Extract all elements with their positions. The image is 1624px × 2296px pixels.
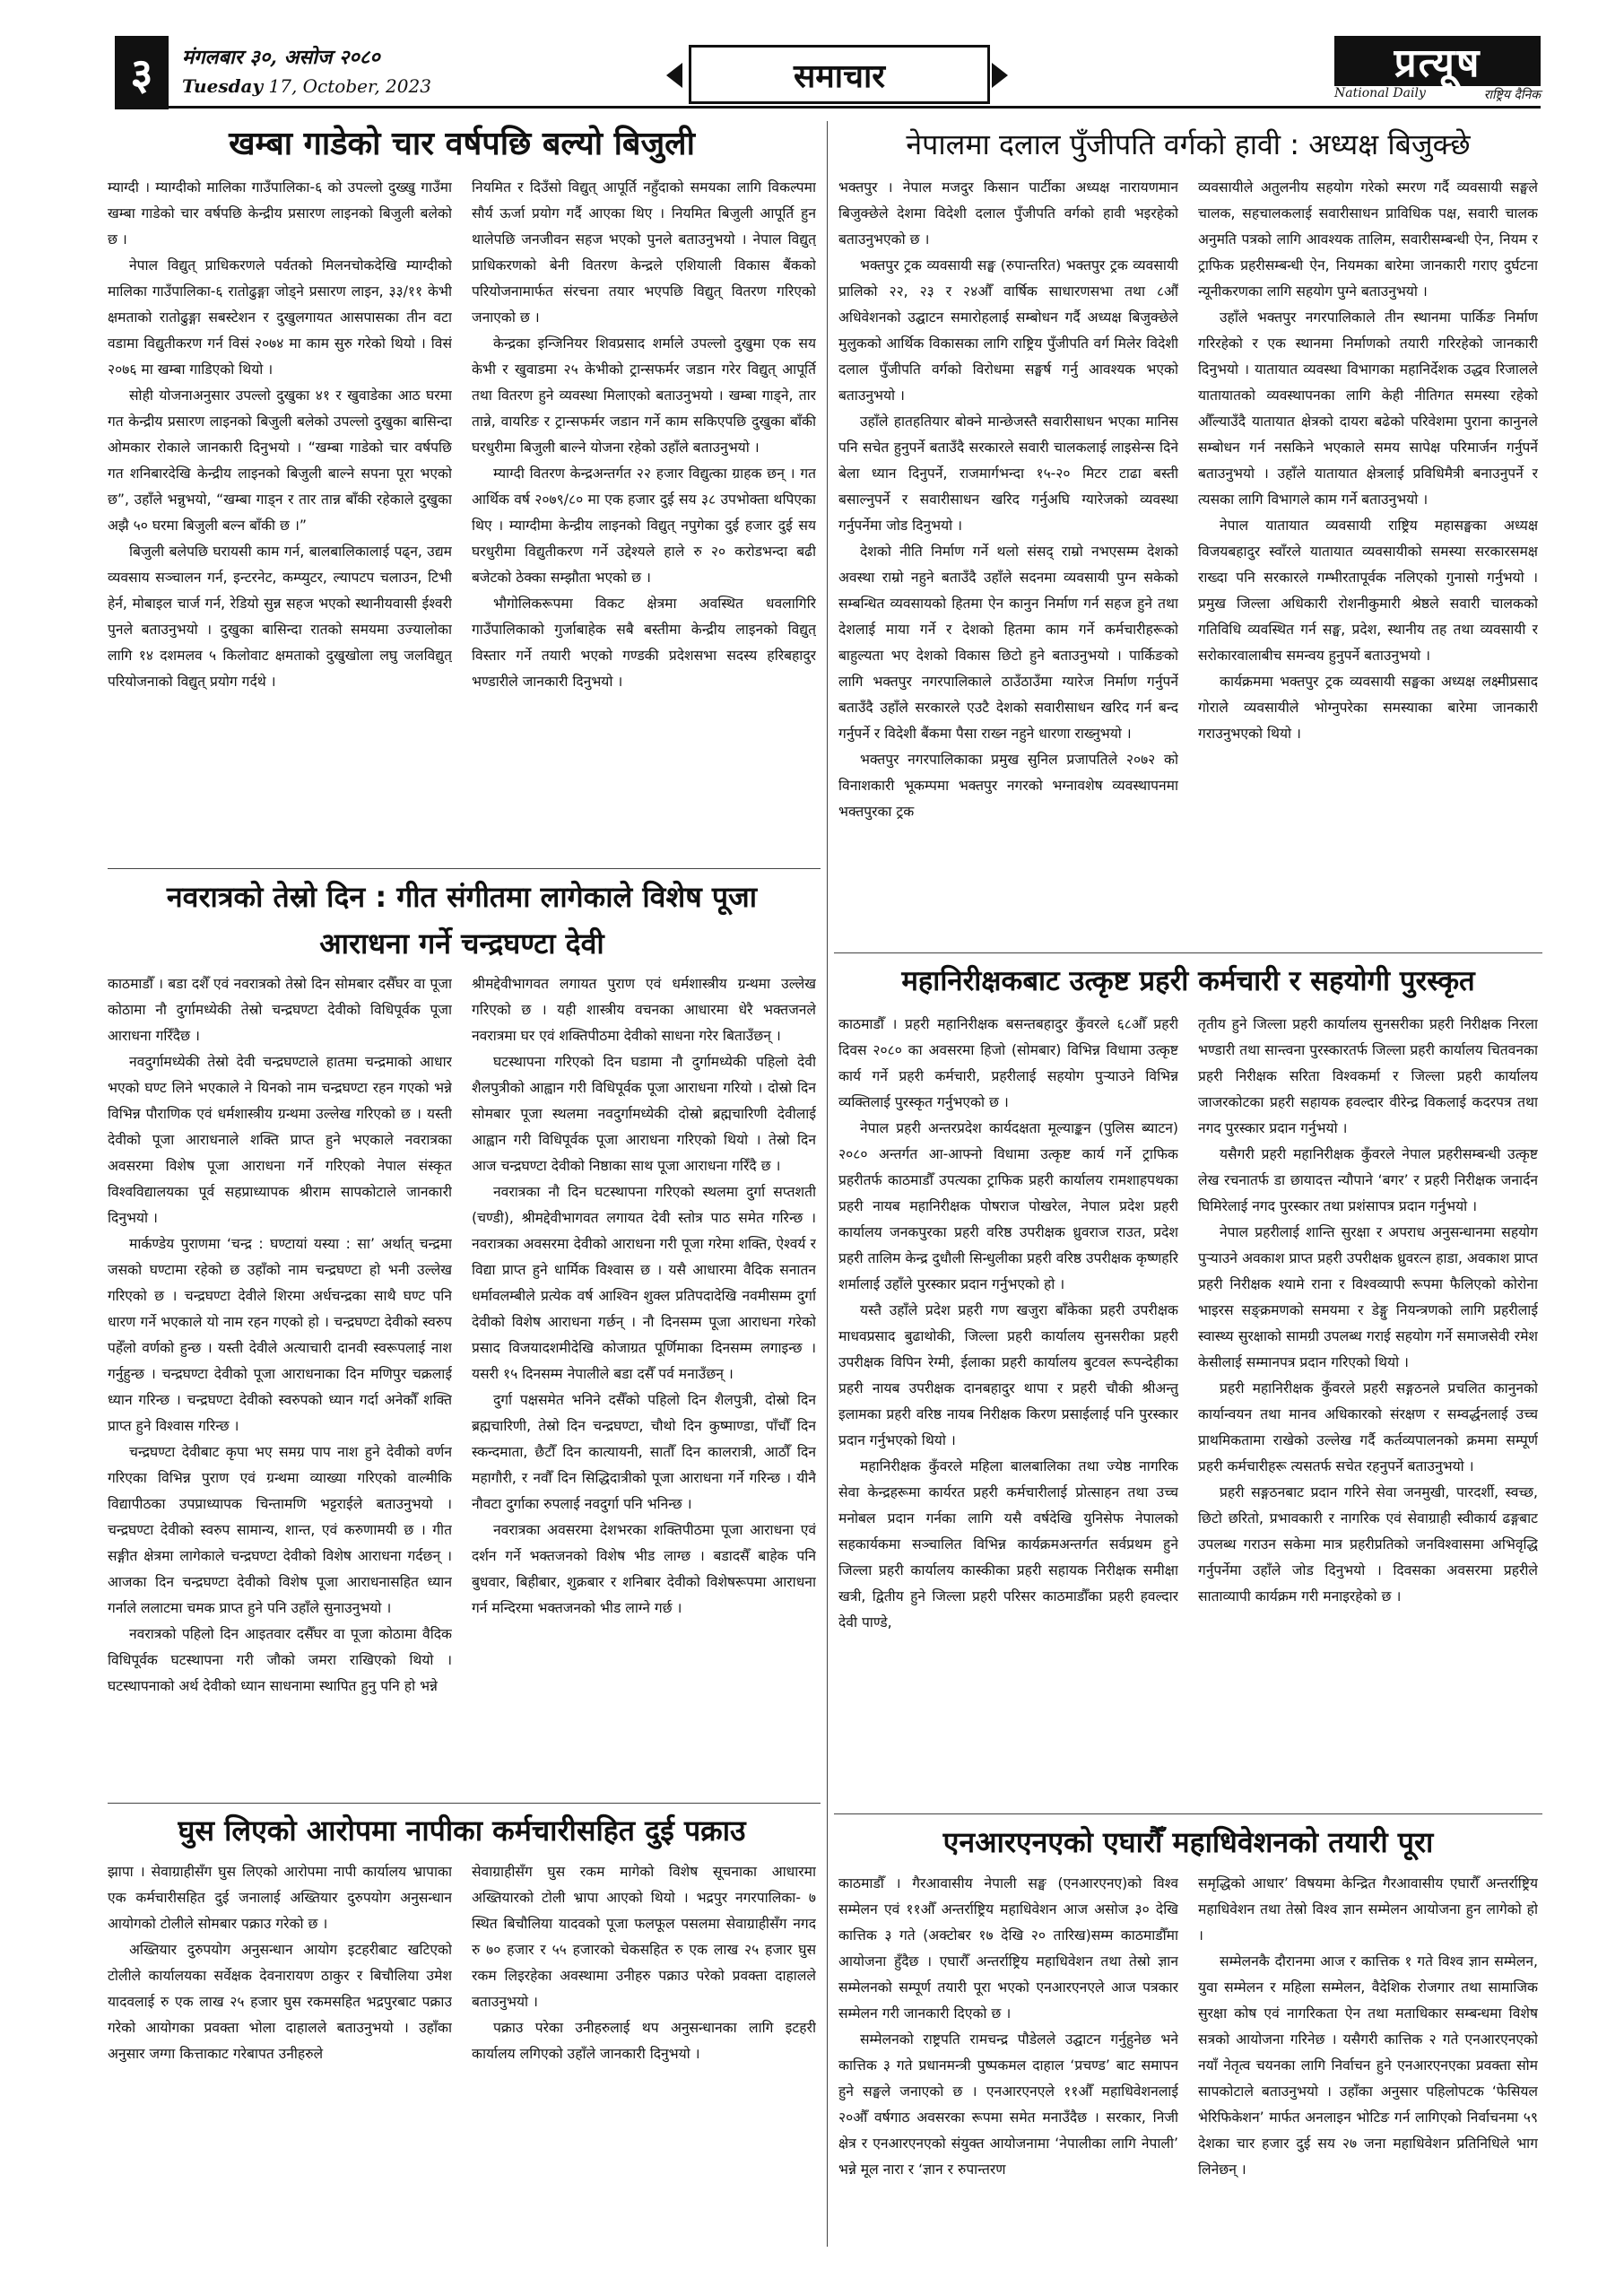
paragraph: व्यवसायीले अतुलनीय सहयोग गरेको स्मरण गर्दै व्यवसायी सङ्घले चालक, सहचालकलाई सवारीसाधन प्राविधिक पक्ष, सवारी चालक अनुमति पत्रको लागि आवश्यक तालिम, सवारीसम्बन्धी ऐन, नियम र ट्राफिक प्रहरीसम्बन्धी ऐन, नियमका बारेमा जानकारी गराए दुर्घटना न्यूनीकरणका लागि सहयोग पुग्ने बताउनुभयो । — [1198, 179, 1538, 300]
article-column — [472, 971, 816, 1776]
paragraph: नवरात्रका नौ दिन घटस्थापना गरिएको स्थलमा दुर्गा सप्तशती (चण्डी), श्रीमद्देवीभागवत लगायत देवी स्तोत्र पाठ समेत गरिन्छ । नवरात्रका अवसरमा देवीको आराधना गरी पूजा गरेमा शक्ति, ऐश्वर्य र विद्या प्राप्त हुने धार्मिक विश्वास छ । यसै आधारमा वैदिक सनातन धर्मावलम्बीले प्रत्येक वर्ष आश्विन शुक्ल प्रतिपदादेखि नवमीसम्म दुर्गा देवीको विशेष आराधना गर्छन् । नौ दिनसम्म पूजा आराधना गरेको प्रसाद विजयादशमीदेखि कोजाग्रत पूर्णिमाका दिनसम्म लगाइन्छ । यसरी १५ दिनसम्म नेपालीले बडा दसैँ पर्व मनाउँछन् । — [472, 1184, 816, 1382]
paragraph: सोही योजनाअनुसार उपल्लो दुखुका ४१ र खुवाडेका आठ घरमा गत केन्द्रीय प्रसारण लाइनको बिजुली बलेको उपल्लो दुखुका बासिन्दा ओमकार रोकाले जानकारी दिनुभयो । “खम्बा गाडेको चार वर्षपछि गत शनिबारदेखि केन्द्रीय लाइनको बिजुली बाल्ने सपना पूरा भएको छ”, उहाँले भन्नुभयो, “खम्बा गाड्न र तार तान्न बाँकी रहेकाले दुखुका अझै ५० घरमा बिजुली बल्न बाँकी छ ।” — [108, 387, 452, 534]
arrow-left-icon — [666, 63, 682, 88]
page-header — [115, 36, 1541, 109]
article-column — [472, 175, 816, 857]
paragraph: नेपाल प्रहरीलाई शान्ति सुरक्षा र अपराध अनुसन्धानमा सहयोग पुऱ्याउने अवकाश प्राप्त प्रहरी उपरीक्षक ध्रुवरत्न हाडा, अवकाश प्राप्त प्रहरी निरीक्षक श्यामे राना र विश्वव्यापी रूपमा फैलिएको कोरोना भाइरस सङ्क्रमणको समयमा र डेङ्गु नियन्त्रणको लागि प्रहरीलाई स्वास्थ्य सुरक्षाको सामग्री उपलब्ध गराई सहयोग गर्ने समाजसेवी रमेश केसीलाई सम्मानपत्र प्रदान गरिएको थियो । — [1198, 1224, 1538, 1370]
paragraph: यस्तै उहाँले प्रदेश प्रहरी गण खजुरा बाँकेका प्रहरी उपरीक्षक माधवप्रसाद बुढाथोकी, जिल्ला प्रहरी कार्यालय सुनसरीका प्रहरी उपरीक्षक विपिन रेग्मी, ईलाका प्रहरी कार्यालय बुटवल रूपन्देहीका प्रहरी नायब उपरीक्षक दानबहादुर थापा र प्रहरी चौकी श्रीअन्तु इलामका प्रहरी वरिष्ठ नायब निरीक्षक किरण प्रसाईलाई पनि पुरस्कार प्रदान गर्नुभएको थियो । — [838, 1302, 1178, 1448]
arrow-right-icon — [992, 63, 1008, 88]
article-column — [108, 175, 452, 857]
article-headline: खम्बा गाडेको चार वर्षपछि बल्यो बिजुली — [229, 126, 695, 162]
paragraph: म्याग्दी । म्याग्दीको मालिका गाउँपालिका-६ को उपल्लो दुख्खु गाउँमा खम्बा गाडेको चार वर्षपछि केन्द्रीय प्रसारण लाइनको बिजुली बलेको छ । — [108, 179, 452, 248]
paragraph: झापा । सेवाग्राहीसँग घुस लिएको आरोपमा नापी कार्यालय भ्रापाका एक कर्मचारीसहित दुई जनालाई अख्तियार दुरुपयोग अनुसन्धान आयोगको टोलीले सोमबार पक्राउ गरेको छ । — [108, 1864, 452, 1932]
paragraph: काठमाडौँ । प्रहरी महानिरीक्षक बसन्तबहादुर कुँवरले ६८औँ प्रहरी दिवस २०८० का अवसरमा हिजो (सोमबार) विभिन्न विधामा उत्कृष्ट कार्य गर्ने प्रहरी कर्मचारी, प्रहरीलाई सहयोग पुऱ्याउने विभिन्न व्यक्तिलाई पुरस्कृत गर्नुभएको छ । — [838, 1016, 1178, 1110]
paragraph: सेवाग्राहीसँग घुस रकम मागेको विशेष सूचनाका आधारमा अख्तियारको टोली भ्रापा आएको थियो । भद्रपुर नगरपालिका- ७ स्थित बिचौलिया यादवको पूजा फलफूल पसलमा सेवाग्राहीसँग नगद रु ७० हजार र ५५ हजारको चेकसहित रु एक लाख २५ हजार घुस रकम लिइरहेका अवस्थामा उनीहरु पक्राउ परेको प्रवक्ता दाहालले बताउनुभयो । — [472, 1864, 816, 2010]
article-column — [838, 1012, 1178, 1805]
paragraph: भक्तपुर । नेपाल मजदुर किसान पार्टीका अध्यक्ष नारायणमान बिजुक्छेले देशमा विदेशी दलाल पुँजीपति वर्गको हावी भइरहेको बताउनुभएको छ । — [838, 179, 1178, 248]
logo-tag-np: राष्ट्रिय दैनिक — [1483, 88, 1541, 102]
paragraph: उहाँले भक्तपुर नगरपालिकाले तीन स्थानमा पार्किङ निर्माण गरिरहेको र एक स्थानमा निर्माणको तयारी गरिरहेको जानकारी दिनुभयो । यातायात व्यवस्था विभागका महानिर्देशक उद्धव रिजालले यातायातको व्यवस्थापनका लागि केही नीतिगत समस्या रहेको औँल्याउँदै यातायात क्षेत्रको दायरा बढेको परिवेशमा पुराना कानुनले सम्बोधन गर्न नसकिने भएकाले समय सापेक्ष परिमार्जन गर्नुपर्ने बताउनुभयो । उहाँले यातायात क्षेत्रलाई प्रविधिमैत्री बनाउनुपर्ने र त्यसका लागि विभागले काम गर्ने बताउनुभयो । — [1198, 309, 1538, 508]
article-headline: नेपालमा दलाल पुँजीपति वर्गको हावी : अध्यक्ष बिजुक्छे — [906, 127, 1471, 161]
article-column — [1198, 175, 1538, 937]
section-title: समाचार — [689, 45, 990, 104]
article-navaratri — [108, 874, 816, 1780]
paragraph: पक्राउ परेका उनीहरुलाई थप अनुसन्धानका लागि इटहरी कार्यालय लगिएको उहाँले जानकारी दिनुभयो । — [472, 2020, 816, 2062]
paragraph: दुर्गा पक्षसमेत भनिने दसैँको पहिलो दिन शैलपुत्री, दोस्रो दिन ब्रह्मचारिणी, तेस्रो दिन चन्द्रघण्टा, चौथो दिन कुष्माण्डा, पाँचौँ दिन स्कन्दमाता, छैटौँ दिन कात्यायनी, सातौँ दिन कालरात्री, आठौँ दिन महागौरी, र नवौँ दिन सिद्धिदात्रीको पूजा आराधना गर्ने गरिन्छ । यीनै नौवटा दुर्गाका रुपलाई नवदुर्गा पनि भनिन्छ । — [472, 1392, 816, 1512]
article-nrna — [838, 1819, 1538, 2258]
paragraph: भौगोलिकरूपमा विकट क्षेत्रमा अवस्थित धवलागिरि गाउँपालिकाको गुर्जाबाहेक सबै बस्तीमा केन्द्रीय लाइनको विद्युत् विस्तार गर्ने तयारी भएको गण्डकी प्रदेशसभा सदस्य हरिबहादुर भण्डारीले जानकारी दिनुभयो । — [472, 596, 816, 690]
article-headline: नवरात्रको तेस्रो दिन : गीत संगीतमा लागेकाले विशेष पूजा — [166, 880, 758, 914]
article-electricity — [108, 121, 816, 861]
date-english — [182, 75, 431, 97]
article-headline: एनआरएनएको एघारौँ महाधिवेशनको तयारी पूरा — [942, 1825, 1434, 1859]
paragraph: नेपाल विद्युत् प्राधिकरणले पर्वतको मिलनचोकदेखि म्याग्दीको मालिका गाउँपालिका-६ रातोढुङ्गा जोड्ने प्रसारण लाइन, ३३/११ केभी क्षमताको रातोढुङ्गा सबस्टेशन र दुखुलगायत आसपासका तीन वटा वडामा विद्युतीकरण गर्न विसं २०७४ मा काम सुरु गरेको थियो । विसं २०७६ मा खम्बा गाडिएको थियो । — [108, 257, 452, 378]
article-bijukchhe — [838, 121, 1538, 942]
paragraph: नवरात्रका अवसरमा देशभरका शक्तिपीठमा पूजा आराधना एवं दर्शन गर्ने भक्तजनको विशेष भीड लाग्छ । बडादसैँ बाहेक पनि बुधवार, बिहीबार, शुक्रबार र शनिबार देवीको विशेषरूपमा आराधना गर्न मन्दिरमा भक्तजनको भीड लाग्ने गर्छ । — [472, 1522, 816, 1616]
paragraph: चन्द्रघण्टा देवीबाट कृपा भए समग्र पाप नाश हुने देवीको वर्णन गरिएका विभिन्न पुराण एवं ग्रन्थमा व्याख्या गरिएको वाल्मीकि विद्यापीठका उपप्राध्यापक चिन्तामणि भट्टराईले बताउनुभयो । चन्द्रघण्टा देवीको स्वरुप सामान्य, शान्त, एवं करुणामयी छ । गीत सङ्गीत क्षेत्रमा लागेकाले चन्द्रघण्टा देवीको विशेष आराधना गर्दछन् । आजका दिन चन्द्रघण्टा देवीको विशेष पूजा आराधनासहित ध्यान गर्नाले ललाटमा चमक प्राप्त हुने पनि उहाँले सुनाउनुभयो । — [108, 1444, 452, 1616]
article-column — [838, 1871, 1178, 2257]
section-divider — [834, 952, 1542, 953]
article-headline: घुस लिएको आरोपमा नापीका कर्मचारीसहित दुई पक्राउ — [178, 1813, 746, 1848]
paragraph: नवरात्रको पहिलो दिन आइतवार दसैँघर वा पूजा कोठामा वैदिक विधिपूर्वक घटस्थापना गरी जौको जमरा राखिएको थियो । घटस्थापनाको अर्थ देवीको ध्यान साधनामा स्थापित हुनु पनि हो भन्ने — [108, 1626, 452, 1694]
paragraph: श्रीमद्देवीभागवत लगायत पुराण एवं धर्मशास्त्रीय ग्रन्थमा उल्लेख गरिएको छ । यही शास्त्रीय वचनका आधारमा धेरै भक्तजनले नवरात्रमा घर एवं शक्तिपीठमा देवीको साधना गरेर बिताउँछन् । — [472, 976, 816, 1044]
paragraph: प्रहरी महानिरीक्षक कुँवरले प्रहरी सङ्गठनले प्रचलित कानुनको कार्यान्वयन तथा मानव अधिकारको संरक्षण र सम्वर्द्धनलाई उच्च प्राथमिकतामा राखेको उल्लेख गर्दै कर्तव्यपालनको क्रममा सम्पूर्ण प्रहरी कर्मचारीहरू त्यसतर्फ सचेत रहनुपर्ने बताउनुभयो । — [1198, 1380, 1538, 1474]
article-column — [472, 1859, 816, 2254]
paragraph: म्याग्दी वितरण केन्द्रअन्तर्गत २२ हजार विद्युत्का ग्राहक छन् । गत आर्थिक वर्ष २०७९/८० मा एक हजार दुई सय ३८ उपभोक्ता थपिएका थिए । म्याग्दीमा केन्द्रीय लाइनको विद्युत् नपुगेका दुई हजार दुई सय घरधुरीमा विद्युतीकरण गर्ने उद्देश्यले हाले रु २० करोडभन्दा बढी बजेटको ठेक्का सम्झौता भएको छ । — [472, 465, 816, 586]
paragraph: नेपाल प्रहरी अन्तरप्रदेश कार्यदक्षता मूल्याङ्कन (पुलिस ब्याटन) २०८० अन्तर्गत आ-आफ्नो विधामा उत्कृष्ट कार्य गर्ने ट्राफिक प्रहरीतर्फ काठमाडौँ उपत्यका ट्राफिक प्रहरी कार्यालय रामशाहपथका प्रहरी नायब महानिरीक्षक पोषराज पोखरेल, नेपाल प्रदेश प्रहरी कार्यालय जनकपुरका प्रहरी वरिष्ठ उपरीक्षक ध्रुवराज राउत, प्रदेश प्रहरी तालिम केन्द्र दुधौली सिन्धुलीका प्रहरी वरिष्ठ उपरीक्षक कृष्णहरि शर्मालाई उहाँले पुरस्कार प्रदान गर्नुभएको हो । — [838, 1120, 1178, 1292]
paragraph: महानिरीक्षक कुँवरले महिला बालबालिका तथा ज्येष्ठ नागरिक सेवा केन्द्रहरूमा कार्यरत प्रहरी कर्मचारीलाई प्रोत्साहन तथा उच्च मनोबल प्रदान गर्नका लागि यसै वर्षदेखि युनिसेफ नेपालको सहकार्यकमा सञ्चालित विभिन्न कार्यक्रमअन्तर्गत सर्वप्रथम हुने जिल्ला प्रहरी कार्यालय कास्कीका प्रहरी सहायक निरीक्षक समीक्षा खत्री, द्वितीय हुने जिल्ला प्रहरी परिसर काठमाडौँका प्रहरी हवल्दार देवी पाण्डे, — [838, 1458, 1178, 1631]
article-headline-line2: आराधना गर्ने चन्द्रघण्टा देवी — [319, 926, 604, 961]
paragraph: भक्तपुर ट्रक व्यवसायी सङ्घ (रुपान्तरित) भक्तपुर ट्रक व्यवसायी प्रालिको २२, २३ र २४औँ वार्षिक साधारणसभा तथा ८औँ अधिवेशनको उद्घाटन समारोहलाई सम्बोधन गर्दै अध्यक्ष बिजुक्छेले मुलुकको आर्थिक विकासका लागि राष्ट्रिय पुँजीपति वर्ग मिलेर विदेशी दलाल पुँजीपति वर्गको विरोधमा सङ्घर्ष गर्नु आवश्यक भएको बताउनुभयो । — [838, 257, 1178, 404]
article-column — [838, 175, 1178, 937]
article-police-awards — [838, 958, 1538, 1810]
article-column — [1198, 1871, 1538, 2257]
column-divider — [827, 121, 828, 2247]
section-divider — [108, 868, 821, 869]
date-text: 17, October, 2023 — [268, 75, 431, 97]
section-divider — [108, 1803, 821, 1804]
logo-text: प्रत्यूष — [1334, 36, 1541, 86]
paragraph: प्रहरी सङ्गठनबाट प्रदान गरिने सेवा जनमुखी, पारदर्शी, स्वच्छ, छिटो छरितो, प्रभावकारी र नागरिक एवं सेवाग्राही स्वीकार्य ढङ्गबाट उपलब्ध गराउन सकेमा मात्र प्रहरीप्रतिको जनविश्वासमा अभिवृद्धि गर्नुपर्नेमा उहाँले जोड दिनुभयो । दिवसका अवसरमा प्रहरीले साताव्यापी कार्यक्रम गरी मनाइरहेको छ । — [1198, 1484, 1538, 1605]
paragraph: काठमाडौँ । गैरआवासीय नेपाली सङ्घ (एनआरएनए)को विश्व सम्मेलन एवं ११औँ अन्तर्राष्ट्रिय महाधिवेशन आज असोज ३० देखि कात्तिक ३ गते (अक्टोबर १७ देखि २० तारिख)सम्म काठमाडौँमा आयोजना हुँदैछ । एघारौँ अन्तर्राष्ट्रिय महाधिवेशन तथा तेस्रो ज्ञान सम्मेलनको सम्पूर्ण तयारी पूरा भएको एनआरएनएले आज पत्रकार सम्मेलन गरी जानकारी दिएको छ । — [838, 1875, 1178, 2022]
page-number: ३ — [115, 36, 169, 109]
paragraph: यसैगरी प्रहरी महानिरीक्षक कुँवरले नेपाल प्रहरीसम्बन्धी उत्कृष्ट लेख रचनातर्फ डा छायादत्त न्यौपाने ‘बगर’ र प्रहरी निरीक्षक जनार्दन घिमिरेलाई नगद पुरस्कार तथा प्रशंसापत्र प्रदान गर्नुभयो । — [1198, 1146, 1538, 1214]
paragraph: भक्तपुर नगरपालिकाका प्रमुख सुनिल प्रजापतिले २०७२ को विनाशकारी भूकम्पमा भक्तपुर नगरको भग्नावशेष व्यवस्थापनमा भक्तपुरका ट्रक — [838, 752, 1178, 820]
paragraph: मार्कण्डेय पुराणमा ‘चन्द्र : घण्टायां यस्या : सा’ अर्थात् चन्द्रमा जसको घण्टामा रहेको छ उहाँको नाम चन्द्रघण्टा हो भनी उल्लेख गरिएको छ । चन्द्रघण्टा देवीले शिरमा अर्धचन्द्रका साथै घण्ट पनि धारण गर्ने भएकाले यो नाम रहन गएको हो । चन्द्रघण्टा देवीको स्वरुप पहेँलो वर्णको हुन्छ । यस्ती देवीले अत्याचारी दानवी स्वरूपलाई नाश गर्नुहुन्छ । चन्द्रघण्टा देवीको पूजा आराधनाका दिन मणिपुर चक्रलाई ध्यान गरिन्छ । चन्द्रघण्टा देवीको स्वरुपको ध्यान गर्दा अनेकौँ शक्ति प्राप्त हुने विश्वास गरिन्छ । — [108, 1236, 452, 1434]
paragraph: समृद्धिको आधार’ विषयमा केन्द्रित गैरआवासीय एघारौँ अन्तर्राष्ट्रिय महाधिवेशन तथा तेस्रो विश्व ज्ञान सम्मेलन आयोजना हुन लागेको हो । — [1198, 1875, 1538, 1944]
logo-tag-en: National Daily — [1334, 86, 1426, 100]
paragraph: नियमित र दिउँसो विद्युत् आपूर्ति नहुँदाको समयका लागि विकल्पमा सौर्य ऊर्जा प्रयोग गर्दै आएका थिए । नियमित बिजुली आपूर्ति हुन थालेपछि जनजीवन सहज भएको पुनले बताउनुभयो । नेपाल विद्युत् प्राधिकरणको बेनी वितरण केन्द्रले एशियाली विकास बैंकको परियोजनामार्फत संरचना तयार भएपछि विद्युत् वितरण गरिएको जनाएको छ । — [472, 179, 816, 326]
article-headline: महानिरीक्षकबाट उत्कृष्ट प्रहरी कर्मचारी र सहयोगी पुरस्कृत — [901, 965, 1475, 997]
paragraph: उहाँले हातहतियार बोक्ने मान्छेजस्तै सवारीसाधन भएका मानिस पनि सचेत हुनुपर्ने बताउँदै सरकारले सवारी चालकलाई लाइसेन्स दिने बेला ध्यान दिनुपर्ने, राजमार्गभन्दा १५-२० मिटर टाढा बस्ती बसाल्नुपर्ने र सवारीसाधन खरिद गर्नुअघि ग्यारेजको व्यवस्था गर्नुपर्नेमा जोड दिनुभयो । — [838, 413, 1178, 534]
paragraph: नेपाल यातायात व्यवसायी राष्ट्रिय महासङ्घका अध्यक्ष विजयबहादुर स्वाँरले यातायात व्यवसायीको समस्या सरकारसमक्ष राख्दा पनि सरकारले गम्भीरतापूर्वक नलिएको गुनासो गर्नुभयो । प्रमुख जिल्ला अधिकारी रोशनीकुमारी श्रेष्ठले सवारी चालकको गतिविधि व्यवस्थित गर्न सङ्घ, प्रदेश, स्थानीय तह तथा व्यवसायी र सरोकारवालाबीच समन्वय हुनुपर्ने बताउनुभयो । — [1198, 517, 1538, 664]
article-bribery-arrest — [108, 1807, 816, 2256]
paragraph: सम्मेलनकै दौरानमा आज र कात्तिक १ गते विश्व ज्ञान सम्मेलन, युवा सम्मेलन र महिला सम्मेलन, वैदेशिक रोजगार तथा सामाजिक सुरक्षा कोष एवं नागरिकता ऐन तथा मताधिकार सम्बन्धमा विशेष सत्रको आयोजना गरिनेछ । यसैगरी कात्तिक २ गते एनआरएनएको नयाँ नेतृत्व चयनका लागि निर्वाचन हुने एनआरएनएका प्रवक्ता सोम सापकोटाले बताउनुभयो । उहाँका अनुसार पहिलोपटक ‘फेसियल भेरिफिकेशन’ मार्फत अनलाइन भोटिङ गर्न लागिएको निर्वाचनमा ५९ देशका चार हजार दुई सय २७ जना महाधिवेशन प्रतिनिधिले भाग लिनेछन् । — [1198, 1953, 1538, 2178]
paragraph: केन्द्रका इन्जिनियर शिवप्रसाद शर्माले उपल्लो दुखुमा एक सय केभी र खुवाडमा २५ केभीको ट्रान्सफर्मर जडान गरेर विद्युत् आपूर्ति तथा वितरण हुने व्यवस्था मिलाएको बताउनुभयो । खम्बा गाड्ने, तार तान्ने, वायरिङ र ट्रान्सफर्मर जडान गर्ने काम सकिएपछि दुखुका बाँकी घरधुरीमा बिजुली बाल्ने योजना रहेको उहाँले बताउनुभयो । — [472, 335, 816, 456]
article-column — [1198, 1012, 1538, 1805]
paragraph: कार्यक्रममा भक्तपुर ट्रक व्यवसायी सङ्घका अध्यक्ष लक्ष्मीप्रसाद गोरालेे व्यवसायीले भोग्नुपरेका समस्याका बारेमा जानकारी गराउनुभएको थियो । — [1198, 674, 1538, 742]
header-rule — [115, 106, 1541, 109]
paragraph: देशको नीति निर्माण गर्ने थलो संसद् राम्रो नभएसम्म देशको अवस्था राम्रो नहुने बताउँदै उहाँले सदनमा व्यवसायी पुग्न सकेको सम्बन्धित व्यवसायको हितमा ऐन कानुन निर्माण गर्न सहज हुने तथा देशलाई माया गर्ने र देशको हितमा काम गर्ने कर्मचारीहरूको बाहुल्यता भए देशको विकास छिटो हुने बताउनुभयो । पार्किङको लागि भक्तपुर नगरपालिकाले ठाउँठाउँमा ग्यारेज निर्माण गर्नुपर्ने बताउँदै उहाँले सरकारले एउटै देशको सवारीसाधन खरिद गर्न बन्द गर्नुपर्ने र विदेशी बैंकमा पैसा राख्न नहुने धारणा राख्नुभयो । — [838, 544, 1178, 742]
article-column — [108, 1859, 452, 2254]
paragraph: तृतीय हुने जिल्ला प्रहरी कार्यालय सुनसरीका प्रहरी निरीक्षक निरला भण्डारी तथा सान्त्वना पुरस्कारतर्फ जिल्ला प्रहरी कार्यालय चितवनका प्रहरी निरीक्षक सरिता विश्वकर्मा र जिल्ला प्रहरी कार्यालय जाजरकोटका प्रहरी सहायक हवल्दार वीरेन्द्र विकलाई कदरपत्र तथा नगद पुरस्कार प्रदान गर्नुभयो । — [1198, 1016, 1538, 1136]
section-divider — [834, 1813, 1542, 1814]
paragraph: काठमाडौँ । बडा दशैँ एवं नवरात्रको तेस्रो दिन सोमबार दसैँघर वा पूजा कोठामा नौ दुर्गामध्येकी तेस्रो चन्द्रघण्टा देवीको विधिपूर्वक पूजा आराधना गरिँदैछ । — [108, 976, 452, 1044]
newspaper-logo — [1334, 36, 1541, 104]
logo-tagline — [1334, 86, 1541, 104]
article-column — [108, 971, 452, 1776]
paragraph: नवदुर्गामध्येकी तेस्रो देवी चन्द्रघण्टाले हातमा चन्द्रमाको आधार भएको घण्ट लिने भएकाले ने यिनको नाम चन्द्रघण्टा रहन गएको भन्ने विभिन्न पौराणिक एवं धर्मशास्त्रीय ग्रन्थमा उल्लेख गरिएको छ । यस्ती देवीको पूजा आराधनाले शक्ति प्राप्त हुने भएकाले नवरात्रका अवसरमा विशेष पूजा आराधना गर्ने गरिएको नेपाल संस्कृत विश्वविद्यालयका पूर्व सहप्राध्यापक श्रीराम सापकोटाले जानकारी दिनुभयो । — [108, 1054, 452, 1226]
paragraph: घटस्थापना गरिएको दिन घडामा नौ दुर्गामध्येकी पहिलो देवी शैलपुत्रीको आह्वान गरी विधिपूर्वक पूजा आराधना गरियो । दोस्रो दिन सोमबार पूजा स्थलमा नवदुर्गामध्येकी दोस्रो ब्रह्मचारिणी देवीलाई आह्वान गरी विधिपूर्वक पूजा आराधना गरिएको थियो । तेस्रो दिन आज चन्द्रघण्टा देवीको निष्ठाका साथ पूजा आराधना गरिँदै छ । — [472, 1054, 816, 1174]
date-nepali: मंगलबार ३०, असोज २०८० — [182, 46, 380, 69]
paragraph: सम्मेलनको राष्ट्रपति रामचन्द्र पौडेलले उद्घाटन गर्नुहुनेछ भने कात्तिक ३ गते प्रधानमन्त्री पुष्पकमल दाहाल ‘प्रचण्ड’ बाट समापन हुने सङ्घले जनाएको छ । एनआरएनएले ११औँ महाधिवेशनलाई २०औँ वर्षगाठ अवसरका रूपमा समेत मनाउँदैछ । सरकार, निजी क्षेत्र र एनआरएनएको संयुक्त आयोजनामा ‘नेपालीका लागि नेपाली’ भन्ने मूल नारा र ‘ज्ञान र रुपान्तरण — [838, 2031, 1178, 2178]
paragraph: अख्तियार दुरुपयोग अनुसन्धान आयोग इटहरीबाट खटिएको टोलीले कार्यालयका सर्वेक्षक देवनारायण ठाकुर र बिचौलिया उमेश यादवलाई रु एक लाख २५ हजार घुस रकमसहित भद्रपुरबाट पक्राउ गरेको आयोगका प्रवक्ता भोला दाहालले बताउनुभयो । उहाँका अनुसार जग्गा कित्ताकाट गरेबापत उनीहरुले — [108, 1942, 452, 2062]
date-day: Tuesday — [182, 75, 264, 97]
paragraph: बिजुली बलेपछि घरायसी काम गर्न, बालबालिकालाई पढ्न, उद्यम व्यवसाय सञ्चालन गर्न, इन्टरनेट, कम्प्युटर, ल्यापटप चलाउन, टिभी हेर्न, मोबाइल चार्ज गर्न, रेडियो सुन्न सहज भएको स्थानीयवासी ईश्वरी पुनले बताउनुभयो । दुखुका बासिन्दा रातको समयमा उज्यालोका लागि १४ दशमलव ५ किलोवाट क्षमताको दुखुखोला लघु जलविद्युत् परियोजनाको विद्युत् प्रयोग गर्दथे । — [108, 544, 452, 690]
